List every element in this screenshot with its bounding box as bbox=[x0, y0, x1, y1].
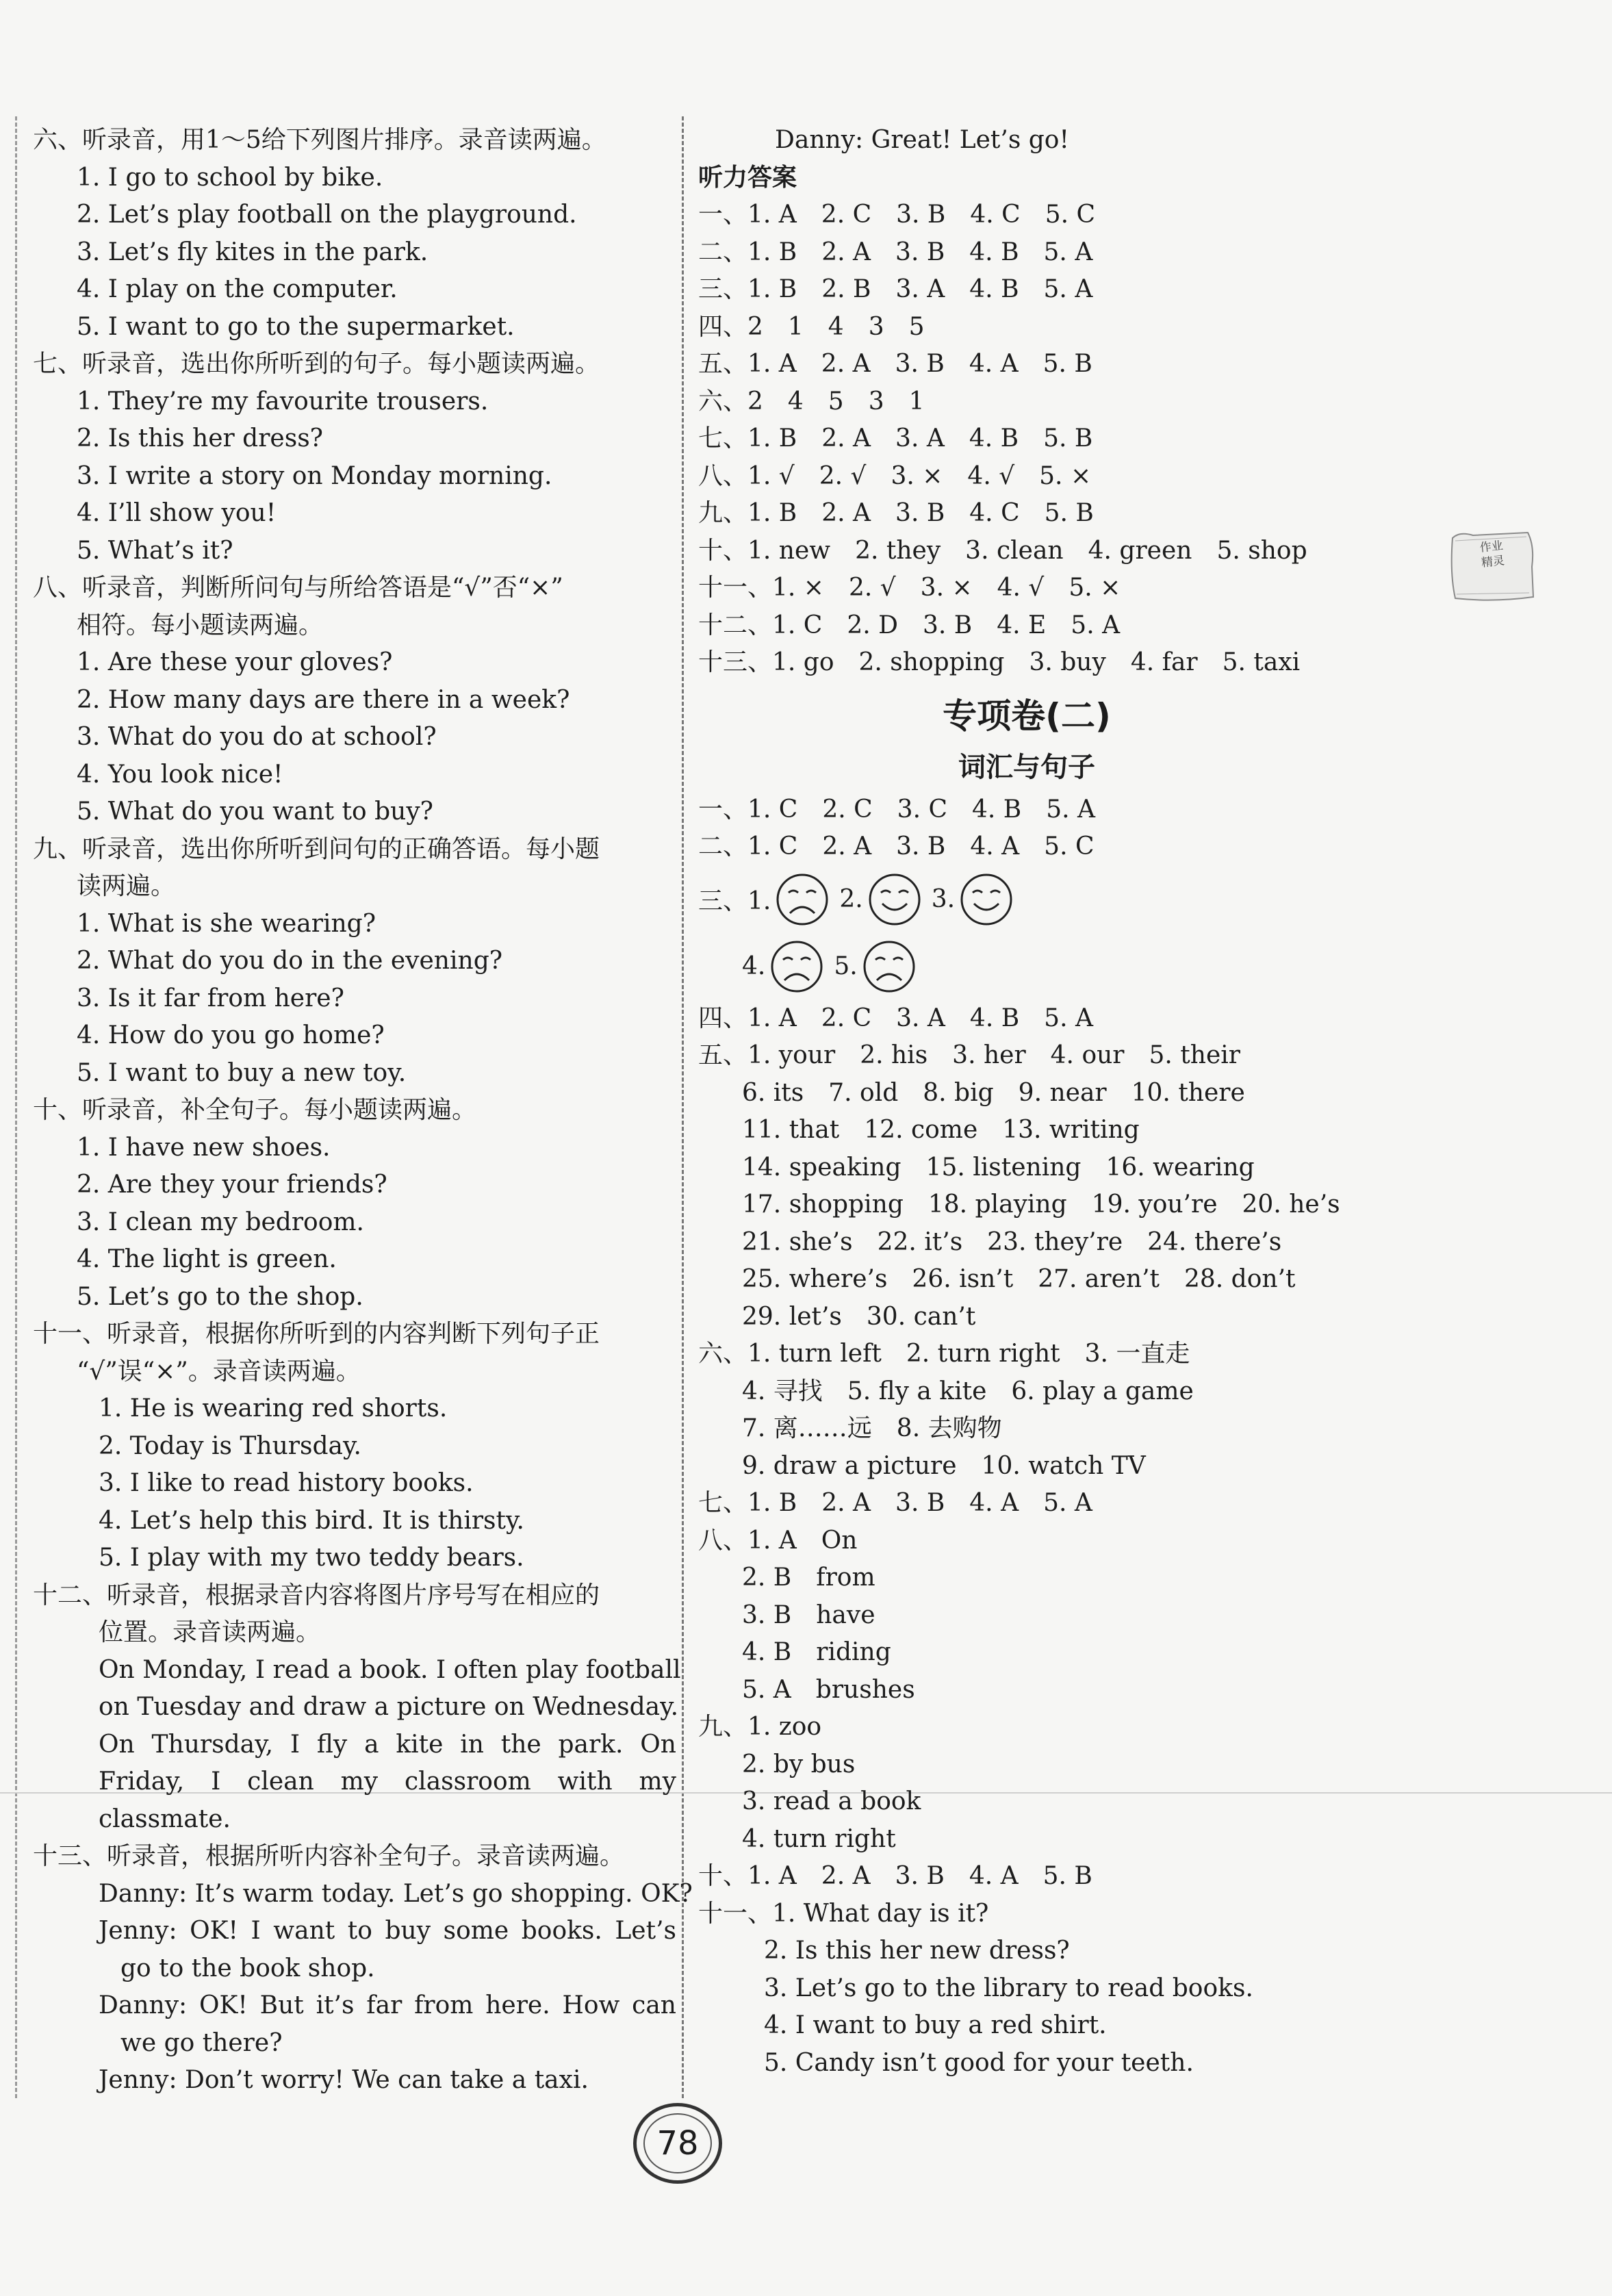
left-column-line: 相符。每小题读两遍。 bbox=[77, 611, 324, 639]
left-column-line: 1. He is wearing red shorts. bbox=[99, 1394, 448, 1423]
face-row-2 bbox=[698, 933, 1355, 1000]
left-column-line: 八、听录音，判断所问句与所给答语是“√”否“×” bbox=[33, 574, 563, 602]
left-column-line: 1. They’re my favourite trousers. bbox=[77, 387, 489, 416]
right-bottom-line: 11. that 12. come 13. writing bbox=[742, 1116, 1140, 1144]
left-column-line: 3. I like to read history books. bbox=[99, 1469, 474, 1497]
left-column-line: we go there? bbox=[120, 2028, 283, 2057]
right-bottom-line: 五、1. your 2. his 3. her 4. our 5. their bbox=[698, 1041, 1240, 1069]
left-column-line: 十二、听录音，根据录音内容将图片序号写在相应的 bbox=[33, 1581, 600, 1609]
right-bottom-line: 14. speaking 15. listening 16. wearing bbox=[742, 1153, 1255, 1182]
left-column-line: on Tuesday and draw a picture on Wednesday. bbox=[99, 1693, 679, 1721]
left-column-line: 十三、听录音，根据所听内容补全句子。录音读两遍。 bbox=[33, 1842, 625, 1870]
left-column-line: 1. Are these your gloves? bbox=[77, 648, 393, 676]
left-column-line: 4. I play on the computer. bbox=[77, 275, 398, 303]
vocab-answers-bottom bbox=[698, 1000, 1355, 2082]
left-column-line: 2. What do you do in the evening? bbox=[77, 947, 503, 975]
left-column-line: Danny: It’s warm today. Let’s go shopping. OK? bbox=[99, 1879, 693, 1908]
right-bottom-line: 29. let’s 30. can’t bbox=[742, 1302, 976, 1331]
right-bottom-line: 4. 寻找 5. fly a kite 6. play a game bbox=[742, 1377, 1194, 1405]
face-icon-1 bbox=[775, 872, 830, 927]
left-column-line: 3. I write a story on Monday morning. bbox=[77, 461, 552, 490]
listening-script-column bbox=[33, 122, 693, 2100]
section-title: 专项卷(二) bbox=[943, 696, 1111, 736]
right-bottom-line: 四、1. A 2. C 3. A 4. B 5. A bbox=[698, 1004, 1093, 1032]
right-top-line: 六、2 4 5 3 1 bbox=[698, 387, 925, 416]
left-column-line: Friday, I clean my classroom with my bbox=[99, 1768, 676, 1796]
left-column-line: 4. How do you go home? bbox=[77, 1021, 385, 1049]
left-column-line: “√”误“×”。录音读两遍。 bbox=[77, 1357, 361, 1386]
left-column-line: 3. Is it far from here? bbox=[77, 984, 344, 1012]
face-label-4: 4. bbox=[742, 952, 766, 980]
left-column-line: 2. Today is Thursday. bbox=[99, 1431, 361, 1460]
right-top-line: 三、1. B 2. B 3. A 4. B 5. A bbox=[698, 275, 1093, 303]
left-column-line: On Monday, I read a book. I often play football bbox=[99, 1655, 681, 1684]
right-bottom-line: 十一、1. What day is it? bbox=[698, 1899, 989, 1928]
left-column-line: 5. I play with my two teddy bears. bbox=[99, 1544, 524, 1572]
right-bottom-line: 2. B from bbox=[742, 1564, 875, 1592]
right-top-line: 四、2 1 4 3 5 bbox=[698, 312, 925, 341]
right-top-line: 九、1. B 2. A 3. B 4. C 5. B bbox=[698, 499, 1094, 527]
right-bottom-line: 3. read a book bbox=[742, 1787, 921, 1815]
left-column-line: 七、听录音，选出你所听到的句子。每小题读两遍。 bbox=[33, 350, 600, 378]
left-column-line: 2. How many days are there in a week? bbox=[77, 685, 570, 714]
right-bottom-line: 25. where’s 26. isn’t 27. aren’t 28. don’t bbox=[742, 1265, 1296, 1293]
page-number-badge bbox=[633, 2103, 722, 2184]
right-top-line: 一、1. A 2. C 3. B 4. C 5. C bbox=[698, 201, 1096, 229]
face-label-3: 3. bbox=[931, 885, 956, 913]
right-bottom-line: 7. 离……远 8. 去购物 bbox=[742, 1414, 1002, 1442]
vocab-answers-top bbox=[698, 791, 1355, 866]
left-column-line: 3. I clean my bedroom. bbox=[77, 1208, 364, 1236]
left-column-line: 5. What do you want to buy? bbox=[77, 798, 433, 826]
right-bottom-line: 十、1. A 2. A 3. B 4. A 5. B bbox=[698, 1862, 1092, 1890]
right-top-line: 五、1. A 2. A 3. B 4. A 5. B bbox=[698, 350, 1092, 378]
face-label-5: 5. bbox=[834, 952, 858, 980]
right-top-line: 七、1. B 2. A 3. A 4. B 5. B bbox=[698, 424, 1093, 452]
right-bottom-line: 2. Is this her new dress? bbox=[764, 1937, 1070, 1965]
left-column-line: classmate. bbox=[99, 1804, 231, 1833]
face-label-2: 2. bbox=[839, 885, 863, 913]
left-column-line: 1. What is she wearing? bbox=[77, 909, 376, 938]
left-column-line: 2. Are they your friends? bbox=[77, 1171, 387, 1199]
column-divider bbox=[682, 116, 684, 2098]
right-mid-line: 二、1. C 2. A 3. B 4. A 5. C bbox=[698, 832, 1095, 860]
left-column-line: 十一、听录音，根据你所听到的内容判断下列句子正 bbox=[33, 1320, 600, 1348]
listening-answers bbox=[698, 122, 1355, 682]
right-top-line: Danny: Great! Let’s go! bbox=[775, 126, 1069, 154]
right-top-line: 二、1. B 2. A 3. B 4. B 5. A bbox=[698, 238, 1093, 266]
left-column-line: 2. Is this her dress? bbox=[77, 424, 323, 452]
stamp-label bbox=[1470, 537, 1514, 572]
face-icon-2 bbox=[867, 872, 922, 927]
answer-key-column bbox=[698, 122, 1355, 2082]
right-bottom-line: 3. B have bbox=[742, 1600, 875, 1629]
left-column-line: 3. Let’s fly kites in the park. bbox=[77, 238, 428, 266]
face-icon-4 bbox=[769, 939, 824, 994]
right-bottom-line: 5. Candy isn’t good for your teeth. bbox=[764, 2048, 1194, 2077]
left-column-line: Danny: OK! But it’s far from here. How can bbox=[99, 1991, 676, 2019]
stamp-line-2: 精灵 bbox=[1481, 554, 1506, 570]
right-top-line: 十二、1. C 2. D 3. B 4. E 5. A bbox=[698, 611, 1121, 639]
right-bottom-line: 七、1. B 2. A 3. B 4. A 5. A bbox=[698, 1489, 1092, 1517]
right-bottom-line: 九、1. zoo bbox=[698, 1713, 822, 1741]
section-subtitle: 词汇与句子 bbox=[958, 751, 1095, 783]
right-top-line: 八、1. √ 2. √ 3. × 4. √ 5. × bbox=[698, 461, 1092, 490]
right-bottom-line: 2. by bus bbox=[742, 1750, 856, 1778]
left-column-line: 5. I want to go to the supermarket. bbox=[77, 312, 515, 341]
left-column-line: 2. Let’s play football on the playground. bbox=[77, 201, 577, 229]
face-row-1 bbox=[698, 866, 1355, 933]
right-bottom-line: 4. turn right bbox=[742, 1824, 896, 1853]
left-column-line: 位置。录音读两遍。 bbox=[99, 1618, 321, 1646]
left-column-line: Jenny: OK! I want to buy some books. Let’s bbox=[99, 1917, 676, 1945]
left-column-line: 4. You look nice! bbox=[77, 760, 283, 789]
right-bottom-line: 9. draw a picture 10. watch TV bbox=[742, 1451, 1146, 1480]
stamp-line-1: 作业 bbox=[1479, 539, 1504, 555]
left-column-line: 4. The light is green. bbox=[77, 1245, 337, 1273]
left-column-line: 5. I want to buy a new toy. bbox=[77, 1058, 407, 1087]
left-column-line: 1. I go to school by bike. bbox=[77, 163, 383, 192]
left-column-line: Jenny: Don’t worry! We can take a taxi. bbox=[99, 2066, 589, 2094]
left-column-line: 1. I have new shoes. bbox=[77, 1133, 331, 1162]
right-bottom-line: 6. its 7. old 8. big 9. near 10. there bbox=[742, 1078, 1245, 1107]
left-column-line: go to the book shop. bbox=[120, 1954, 375, 1982]
face-icon-3 bbox=[959, 872, 1014, 927]
left-column-line: 3. What do you do at school? bbox=[77, 723, 437, 751]
left-column-line: 九、听录音，选出你所听到问句的正确答语。每小题 bbox=[33, 834, 600, 863]
face-row-label: 三、1. bbox=[698, 887, 771, 915]
right-bottom-line: 4. I want to buy a red shirt. bbox=[764, 2011, 1107, 2039]
page-number: 78 bbox=[643, 2113, 712, 2173]
left-column-line: On Thursday, I fly a kite in the park. On bbox=[99, 1730, 676, 1759]
right-bottom-line: 4. B riding bbox=[742, 1638, 891, 1666]
left-column-line: 十、听录音，补全句子。每小题读两遍。 bbox=[33, 1096, 477, 1124]
binding-edge bbox=[15, 116, 17, 2098]
right-bottom-line: 21. she’s 22. it’s 23. they’re 24. there’s bbox=[742, 1227, 1282, 1256]
right-top-line: 十、1. new 2. they 3. clean 4. green 5. shop bbox=[698, 536, 1307, 565]
right-bottom-line: 5. A brushes bbox=[742, 1675, 915, 1704]
left-column-line: 4. Let’s help this bird. It is thirsty. bbox=[99, 1506, 524, 1535]
left-column-line: 5. What’s it? bbox=[77, 536, 233, 565]
left-column-line: 5. Let’s go to the shop. bbox=[77, 1282, 363, 1311]
right-bottom-line: 3. Let’s go to the library to read books. bbox=[764, 1974, 1253, 2002]
right-top-line: 十三、1. go 2. shopping 3. buy 4. far 5. taxi bbox=[698, 648, 1301, 676]
right-bottom-line: 六、1. turn left 2. turn right 3. 一直走 bbox=[698, 1340, 1190, 1368]
right-top-line: 十一、1. × 2. √ 3. × 4. √ 5. × bbox=[698, 574, 1121, 602]
right-mid-line: 一、1. C 2. C 3. C 4. B 5. A bbox=[698, 795, 1096, 824]
right-bottom-line: 17. shopping 18. playing 19. you’re 20. he’s bbox=[742, 1190, 1340, 1219]
right-top-line: 听力答案 bbox=[698, 163, 797, 192]
left-column-line: 4. I’ll show you! bbox=[77, 499, 277, 527]
left-column-line: 读两遍。 bbox=[77, 872, 176, 900]
right-bottom-line: 八、1. A On bbox=[698, 1526, 858, 1555]
left-column-line: 六、听录音，用1～5给下列图片排序。录音读两遍。 bbox=[33, 126, 606, 154]
face-icon-5 bbox=[862, 939, 917, 994]
